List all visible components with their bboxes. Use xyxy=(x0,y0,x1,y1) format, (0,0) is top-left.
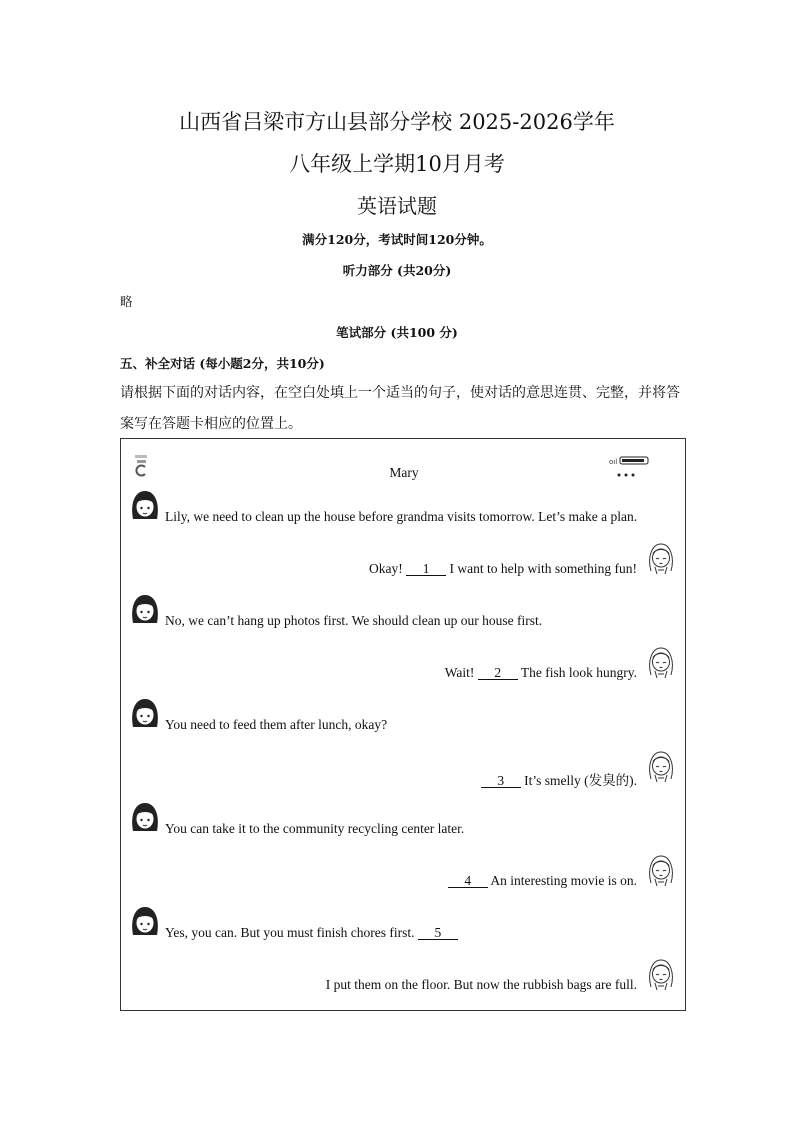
score-info: 满分120分，考试时间120分钟。 xyxy=(302,232,492,247)
lily-avatar-icon xyxy=(645,957,677,991)
chat-message xyxy=(165,925,458,941)
lily-avatar-icon xyxy=(645,853,677,887)
lily-avatar xyxy=(645,749,677,787)
mary-avatar xyxy=(129,697,161,735)
writing-section-heading: 笔试部分 (共100 分) xyxy=(336,325,458,340)
mary-avatar-icon xyxy=(129,905,161,939)
message-text-before: Okay! xyxy=(369,561,407,576)
mary-avatar-icon xyxy=(129,801,161,835)
more-dots-icon xyxy=(609,455,651,479)
answer-blank[interactable]: 3 xyxy=(481,774,521,788)
chat-message xyxy=(481,769,637,789)
message-text-after: An interesting movie is on. xyxy=(487,873,637,888)
title-line-1: 山西省吕梁市方山县部分学校 2025-2026学年 xyxy=(179,110,615,134)
chat-message xyxy=(445,665,637,681)
answer-blank[interactable]: 4 xyxy=(448,874,488,888)
chat-message: You can take it to the community recycling center later. xyxy=(165,821,465,836)
message-text-after: It’s smelly (发臭的). xyxy=(520,773,637,788)
chat-message: I put them on the floor. But now the rubbish bags are full. xyxy=(325,977,637,992)
answer-blank[interactable]: 5 xyxy=(418,926,458,940)
listening-section-heading: 听力部分 (共20分) xyxy=(342,263,452,278)
mary-avatar-icon xyxy=(129,697,161,731)
mary-avatar-icon xyxy=(129,593,161,627)
lily-avatar-icon xyxy=(645,645,677,679)
mary-avatar xyxy=(129,489,161,527)
answer-blank[interactable]: 2 xyxy=(478,666,518,680)
lily-avatar-icon xyxy=(645,749,677,783)
mary-avatar xyxy=(129,801,161,839)
instruction-line-2: 案写在答题卡相应的位置上。 xyxy=(120,416,302,432)
mary-avatar-icon xyxy=(129,489,161,523)
contact-name: Mary xyxy=(389,465,419,480)
listening-note: 略 xyxy=(120,294,133,309)
chat-screenshot xyxy=(120,438,686,1011)
message-text-before: Wait! xyxy=(444,665,478,680)
message-text-after: The fish look hungry. xyxy=(517,665,637,680)
mary-avatar xyxy=(129,593,161,631)
chat-message: You need to feed them after lunch, okay? xyxy=(165,717,388,732)
question-instruction xyxy=(120,378,680,440)
svg-text:oıl: oıl xyxy=(609,458,618,466)
chat-message xyxy=(369,561,637,577)
answer-blank[interactable]: 1 xyxy=(406,562,446,576)
instruction-line-1: 请根据下面的对话内容，在空白处填上一个适当的句子，使对话的意思连贯、完整，并将答 xyxy=(120,385,680,401)
message-text-after: I want to help with something fun! xyxy=(446,561,637,576)
title-line-2: 八年级上学期10月月考 xyxy=(289,152,505,176)
lily-avatar-icon xyxy=(645,541,677,575)
question-heading: 五、补全对话 (每小题2分，共10分) xyxy=(120,356,325,371)
mary-avatar xyxy=(129,905,161,943)
lily-avatar xyxy=(645,541,677,579)
chat-message xyxy=(448,873,637,889)
lily-avatar xyxy=(645,645,677,683)
lily-avatar xyxy=(645,853,677,891)
lily-avatar xyxy=(645,957,677,995)
chat-message: Lily, we need to clean up the house before grandma visits tomorrow. Let’s make a plan. xyxy=(165,509,638,524)
title-line-3: 英语试题 xyxy=(357,194,437,218)
chat-message: No, we can’t hang up photos first. We should clean up our house first. xyxy=(165,613,543,628)
message-text-before: Yes, you can. But you must finish chores first. xyxy=(165,925,418,940)
